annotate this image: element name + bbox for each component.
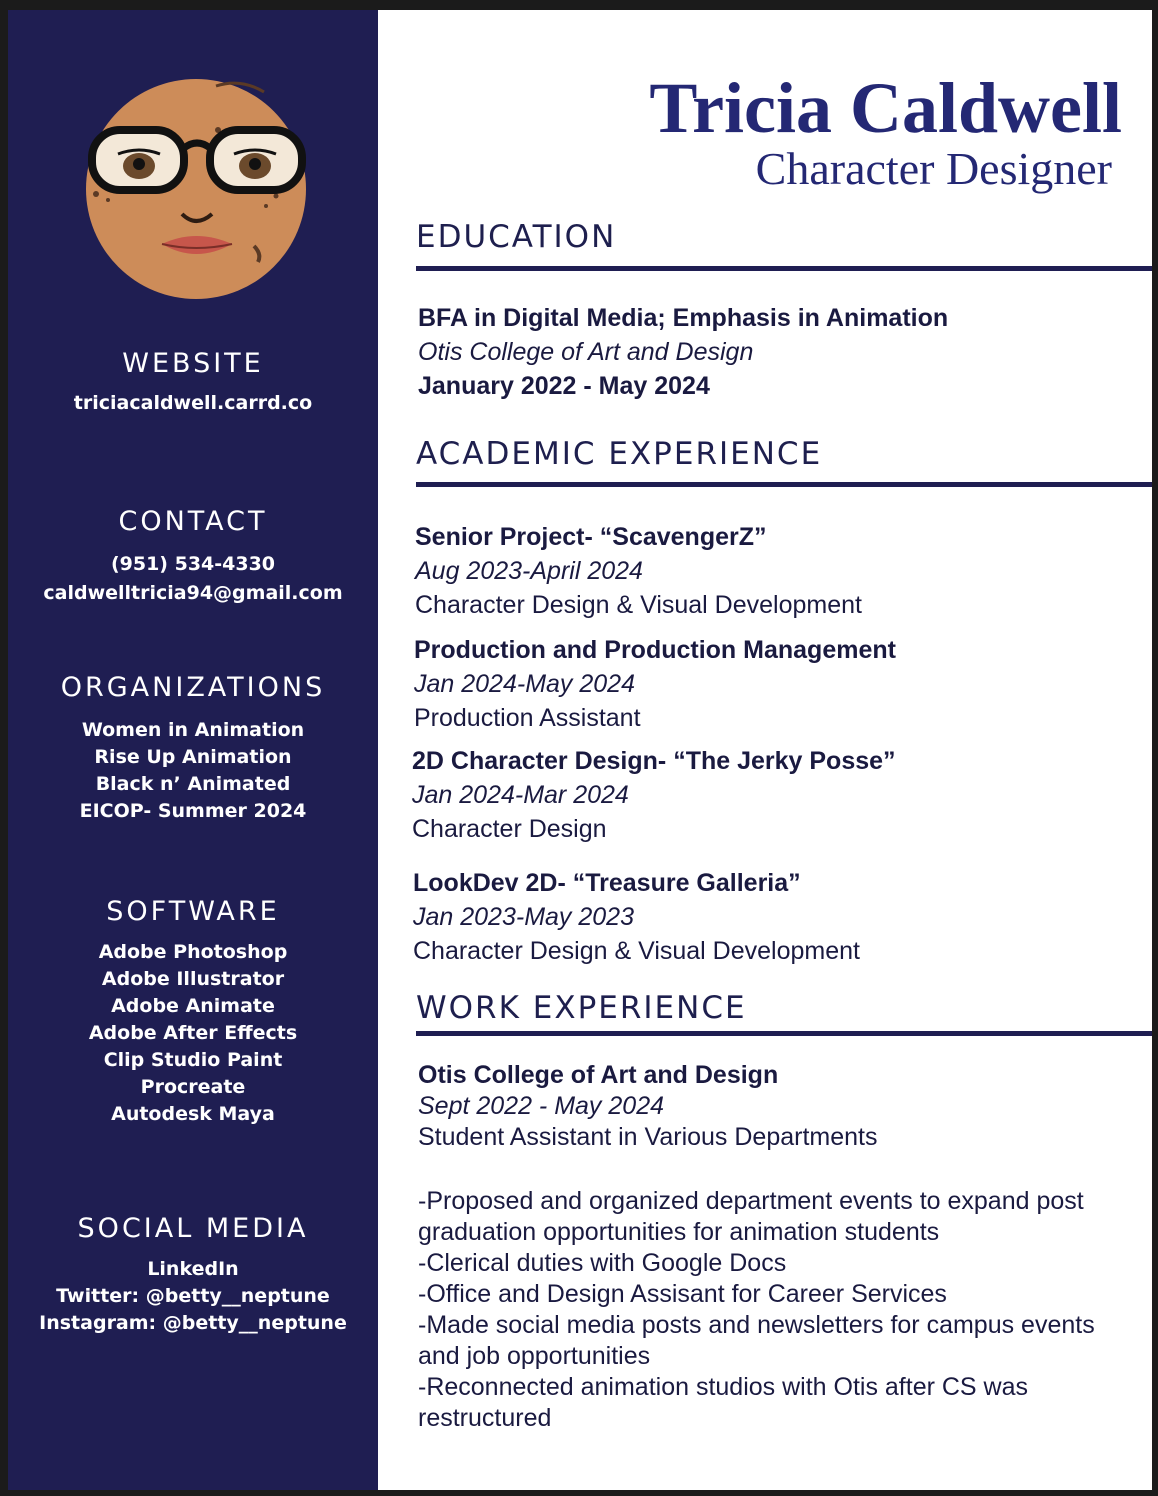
organizations-list (8, 717, 378, 825)
organizations-heading: ORGANIZATIONS (60, 672, 326, 703)
work-heading: WORK EXPERIENCE (416, 990, 747, 1026)
academic-item-role: Production Assistant (414, 704, 641, 732)
work-role: Student Assistant in Various Departments (418, 1123, 878, 1151)
education-rule (416, 266, 1152, 271)
academic-item-title: LookDev 2D- “Treasure Galleria” (413, 869, 801, 897)
avatar-illustration (66, 68, 330, 308)
social-twitter[interactable]: Twitter: @betty__neptune (56, 1285, 330, 1307)
work-bullet: -Reconnected animation studios with Otis after CS was restructured (418, 1373, 1028, 1432)
software-item: Adobe After Effects (88, 1022, 298, 1044)
academic-item-dates: Jan 2023-May 2023 (413, 903, 634, 931)
work-rule (416, 1031, 1152, 1036)
education-heading: EDUCATION (416, 219, 617, 255)
work-dates: Sept 2022 - May 2024 (418, 1092, 664, 1120)
work-bullet: -Proposed and organized department events to expand post graduation opportunities for animation students (418, 1187, 1084, 1246)
academic-item (412, 744, 896, 846)
sidebar (8, 10, 378, 1490)
academic-item-role: Character Design & Visual Development (415, 591, 862, 619)
education-dates: January 2022 - May 2024 (418, 372, 710, 400)
software-item: Procreate (140, 1076, 246, 1098)
work-entry (418, 1060, 878, 1153)
work-bullet: -Made social media posts and newsletters for campus events and job opportunities (418, 1311, 1095, 1370)
work-employer: Otis College of Art and Design (418, 1061, 779, 1089)
academic-item (413, 866, 860, 968)
organization-item: Rise Up Animation (94, 746, 292, 768)
academic-item (414, 633, 896, 735)
academic-item-title: 2D Character Design- “The Jerky Posse” (412, 747, 896, 775)
work-bullet: -Office and Design Assisant for Career Services (418, 1280, 947, 1308)
contact-phone[interactable]: (951) 534-4330 (110, 553, 276, 575)
resume-name: Tricia Caldwell (649, 68, 1122, 148)
main-content (378, 10, 1152, 1490)
social-media-heading: SOCIAL MEDIA (77, 1213, 309, 1244)
work-bullets (418, 1186, 1138, 1434)
academic-item-role: Character Design & Visual Development (413, 937, 860, 965)
academic-item-dates: Jan 2024-May 2024 (414, 670, 635, 698)
academic-item-title: Senior Project- “ScavengerZ” (415, 523, 767, 551)
software-item: Adobe Animate (111, 995, 275, 1017)
software-item: Adobe Photoshop (98, 941, 288, 963)
organization-item: Black n’ Animated (95, 773, 291, 795)
contact-list (8, 551, 378, 607)
website-link[interactable]: triciacaldwell.carrd.co (73, 392, 313, 414)
academic-item-dates: Aug 2023-April 2024 (415, 557, 643, 585)
social-media-list (8, 1256, 378, 1337)
software-item: Adobe Illustrator (101, 968, 285, 990)
academic-item-title: Production and Production Management (414, 636, 896, 664)
software-item: Autodesk Maya (111, 1103, 275, 1125)
social-instagram[interactable]: Instagram: @betty__neptune (39, 1312, 347, 1334)
contact-email[interactable]: caldwelltricia94@gmail.com (43, 582, 343, 604)
social-linkedin[interactable]: LinkedIn (147, 1258, 239, 1280)
work-bullet: -Clerical duties with Google Docs (418, 1249, 787, 1277)
resume-role: Character Designer (755, 143, 1112, 194)
academic-item-dates: Jan 2024-Mar 2024 (412, 781, 629, 809)
organization-item: EICOP- Summer 2024 (79, 800, 307, 822)
contact-heading: CONTACT (118, 506, 268, 537)
academic-rule (416, 482, 1152, 487)
academic-item (415, 520, 862, 622)
software-list (8, 939, 378, 1128)
organization-item: Women in Animation (81, 719, 305, 741)
education-degree: BFA in Digital Media; Emphasis in Animation (418, 304, 949, 332)
academic-heading: ACADEMIC EXPERIENCE (416, 436, 823, 472)
education-school: Otis College of Art and Design (418, 338, 754, 366)
resume-page (8, 10, 1152, 1490)
website-list (8, 390, 378, 417)
website-heading: WEBSITE (122, 348, 264, 379)
software-item: Clip Studio Paint (103, 1049, 283, 1071)
academic-item-role: Character Design (412, 815, 607, 843)
software-heading: SOFTWARE (106, 896, 280, 927)
education-entry (418, 301, 948, 403)
